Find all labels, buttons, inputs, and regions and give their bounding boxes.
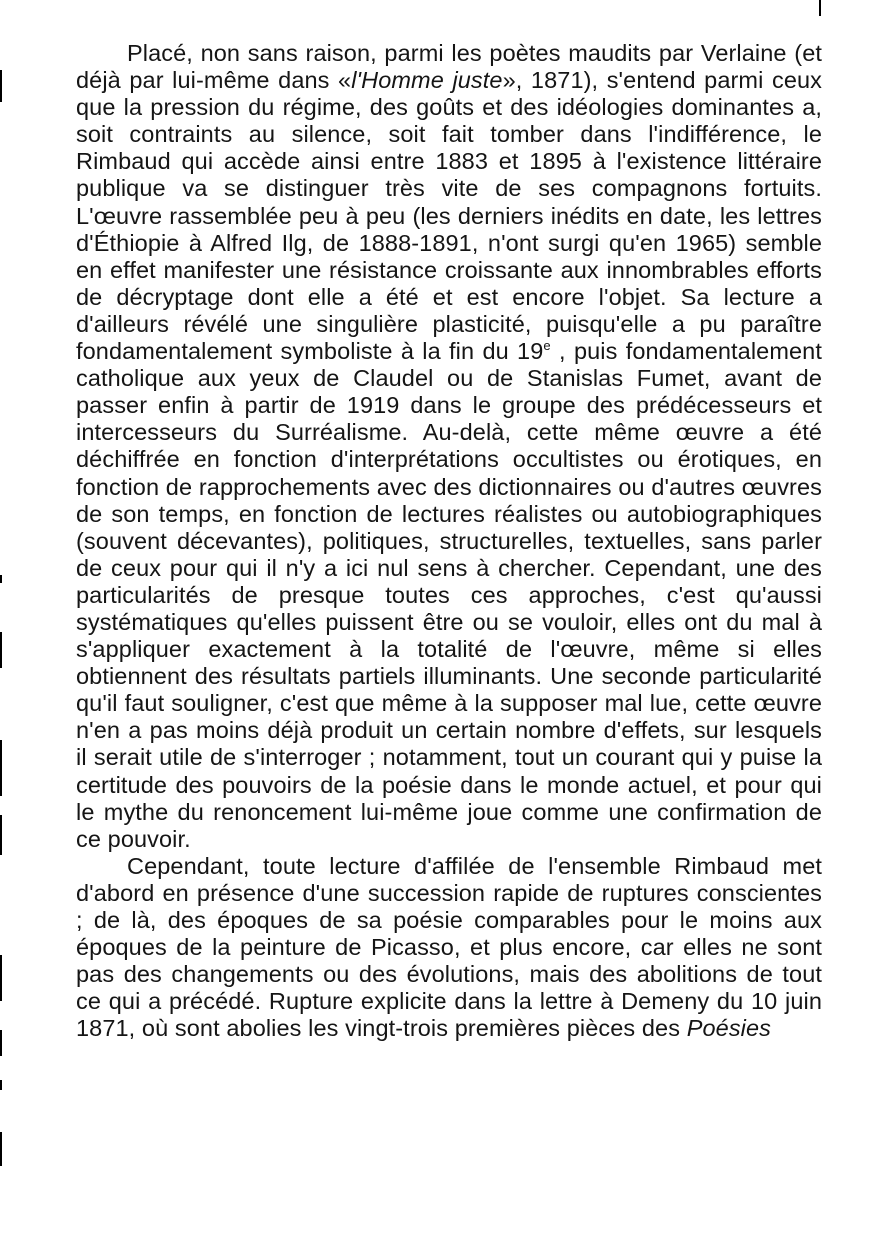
margin-mark — [0, 1030, 2, 1056]
margin-mark — [0, 1132, 2, 1166]
body-paragraph-2: Cependant, toute lecture d'affilée de l'ensemble Rimbaud met d'abord en présence d'une succession rapide de ruptures conscientes ; de là, des époques de sa poésie comparables pour le moins aux époques de la peinture de Picasso, et plus encore, car elles ne sont pas des changements ou des évolutions, mais des abolitions de tout ce qui a précédé. Rupture explicite dans la lettre à Demeny du 10 juin 1871, où sont abolies les vingt-trois premières pièces des Poésies — [76, 852, 822, 1042]
margin-mark — [0, 575, 2, 583]
margin-mark — [0, 1080, 2, 1090]
margin-mark — [0, 70, 2, 102]
margin-mark — [0, 740, 2, 796]
margin-mark — [0, 815, 2, 855]
top-edge-mark — [819, 0, 821, 16]
margin-mark — [0, 955, 2, 1001]
work-title-poesies: Poésies — [686, 1015, 772, 1042]
superscript-e: e — [543, 338, 551, 354]
body-paragraph-1: Placé, non sans raison, parmi les poètes maudits par Verlaine (et déjà par lui-même dans «l'Homme juste», 1871), s'entend parmi ceux que la pression du régime, des goûts et des idéologies dominantes a, soit contraints au silence, soit fait tomber dans l'indifférence, le Rimbaud qui accède ainsi entre 1883 et 1895 à l'existence littéraire publique va se distinguer très vite de ses compagnons fortuits. L'œuvre rassemblée peu à peu (les derniers inédits en date, les lettres d'Éthiopie à Alfred Ilg, de 1888-1891, n'ont surgi qu'en 1965) semble en effet manifester une résistance croissante aux innombrables efforts de décryptage dont elle a été et est encore l'objet. Sa lecture a d'ailleurs révélé une singulière plasticité, puisqu'elle a pu paraître fondamentalement symboliste à la fin du 19e , puis fondamentalement catholique aux yeux de Claudel ou de Stanislas Fumet, avant de passer enfin à partir de 1919 dans le groupe des prédécesseurs et intercesseurs du Surréalisme. Au-delà, cette même œuvre a été déchiffrée en fonction d'interprétations occultistes ou érotiques, en fonction de rapprochements avec des dictionnaires ou d'autres œuvres de son temps, en fonction de lectures réalistes ou autobiographiques (souvent décevantes), politiques, structurelles, textuelles, sans parler de ceux pour qui il n'y a ici nul sens à chercher. Cependant, une des particularités de presque toutes ces approches, c'est qu'aussi systématiques qu'elles puissent être ou se vouloir, elles ont du mal à s'appliquer exactement à la totalité de l'œuvre, même si elles obtiennent des résultats partiels illuminants. Une seconde particularité qu'il faut souligner, c'est que même à la supposer mal lue, cette œuvre n'en a pas moins déjà produit un certain nombre d'effets, sur lesquels il serait utile de s'interroger ; notamment, tout un courant qui y puise la certitude des pouvoirs de la poésie dans le monde actuel, et pour qui le mythe du renoncement lui-même joue comme une confirmation de ce pouvoir. — [76, 40, 823, 852]
margin-mark — [0, 632, 2, 668]
document-page — [76, 40, 822, 1042]
work-title-homme-juste: l'Homme juste — [351, 67, 503, 94]
